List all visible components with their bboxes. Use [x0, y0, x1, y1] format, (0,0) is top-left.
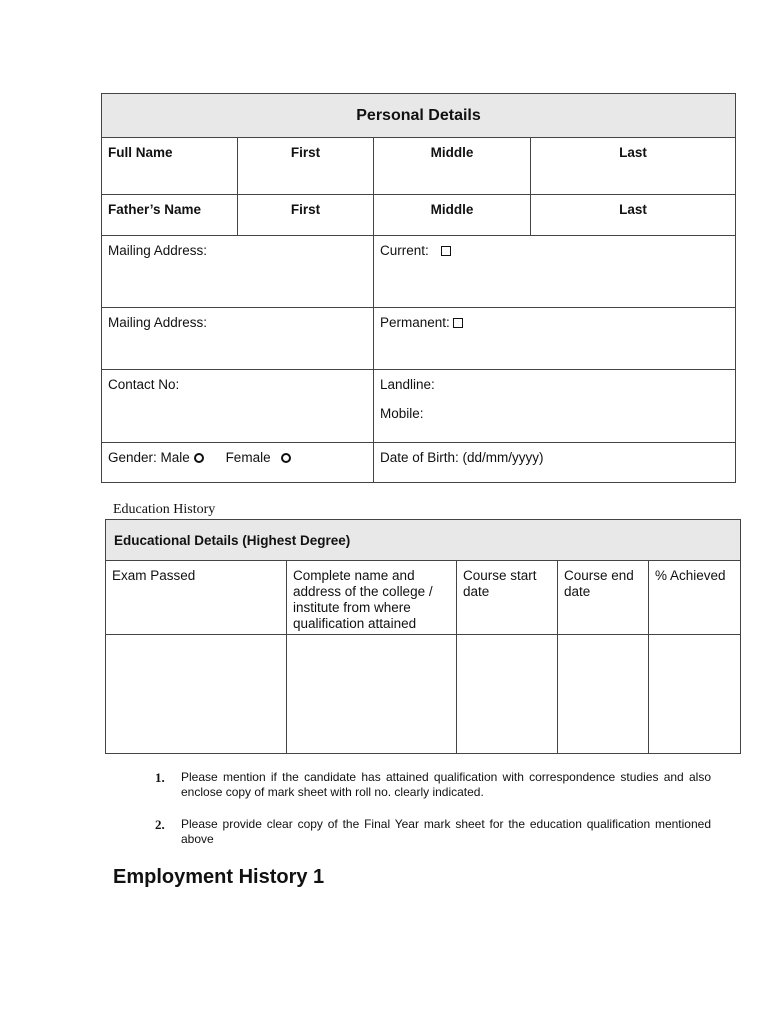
- permanent-option-label: Permanent:: [380, 315, 450, 330]
- current-option-label: Current:: [380, 243, 429, 258]
- exam-passed-field[interactable]: [106, 635, 287, 754]
- note-item: [155, 817, 711, 847]
- education-details-table: [105, 519, 741, 754]
- contact-no-label: Contact No:: [108, 377, 180, 392]
- permanent-address-field[interactable]: [374, 308, 736, 370]
- contact-fields[interactable]: [374, 370, 736, 443]
- course-end-header: Course end date: [558, 561, 649, 635]
- college-name-header: Complete name and address of the college / institute from where qualification attained: [287, 561, 457, 635]
- gender-female-label: Female: [225, 450, 271, 465]
- gender-cell: [102, 443, 374, 483]
- mailing-address-permanent-label: [102, 308, 374, 370]
- fathers-name-last-field[interactable]: Last: [531, 195, 736, 236]
- contact-no-label-cell: [102, 370, 374, 443]
- note-number: 1.: [155, 770, 165, 785]
- personal-details-title: Personal Details: [102, 94, 736, 138]
- achieved-field[interactable]: [649, 635, 741, 754]
- note-number: 2.: [155, 817, 165, 832]
- achieved-header: % Achieved: [649, 561, 741, 635]
- course-end-field[interactable]: [558, 635, 649, 754]
- current-address-field[interactable]: [374, 236, 736, 308]
- full-name-label: Full Name: [102, 138, 238, 195]
- course-start-header: Course start date: [457, 561, 558, 635]
- landline-label: Landline:: [380, 377, 435, 392]
- note-text: Please mention if the candidate has attained qualification with correspondence studies and also enclose copy of mark sheet with roll no. clearly indicated.: [181, 770, 711, 799]
- permanent-checkbox[interactable]: [453, 318, 463, 328]
- course-start-field[interactable]: [457, 635, 558, 754]
- gender-male-label: Gender: Male: [108, 450, 190, 465]
- note-text: Please provide clear copy of the Final Year mark sheet for the education qualification mentioned above: [181, 817, 711, 846]
- mailing-address-label: Mailing Address:: [108, 243, 208, 258]
- personal-details-table: [101, 93, 736, 483]
- current-checkbox[interactable]: [441, 246, 451, 256]
- education-details-title: Educational Details (Highest Degree): [106, 520, 741, 561]
- mobile-label: Mobile:: [380, 406, 424, 421]
- female-radio[interactable]: [281, 453, 291, 463]
- education-history-caption: Education History: [113, 502, 216, 517]
- mailing-address-current-label: [102, 236, 374, 308]
- exam-passed-header: Exam Passed: [106, 561, 287, 635]
- full-name-first-field[interactable]: First: [238, 138, 374, 195]
- male-radio[interactable]: [194, 453, 204, 463]
- note-item: [155, 770, 711, 800]
- employment-history-title: Employment History 1: [113, 866, 325, 888]
- college-name-field[interactable]: [287, 635, 457, 754]
- full-name-middle-field[interactable]: Middle: [374, 138, 531, 195]
- date-of-birth-field[interactable]: [374, 443, 736, 483]
- mailing-address-label: Mailing Address:: [108, 315, 208, 330]
- full-name-last-field[interactable]: Last: [531, 138, 736, 195]
- fathers-name-first-field[interactable]: First: [238, 195, 374, 236]
- fathers-name-label: Father’s Name: [102, 195, 238, 236]
- fathers-name-middle-field[interactable]: Middle: [374, 195, 531, 236]
- notes-list: [155, 770, 711, 864]
- date-of-birth-label: Date of Birth: (dd/mm/yyyy): [380, 450, 544, 465]
